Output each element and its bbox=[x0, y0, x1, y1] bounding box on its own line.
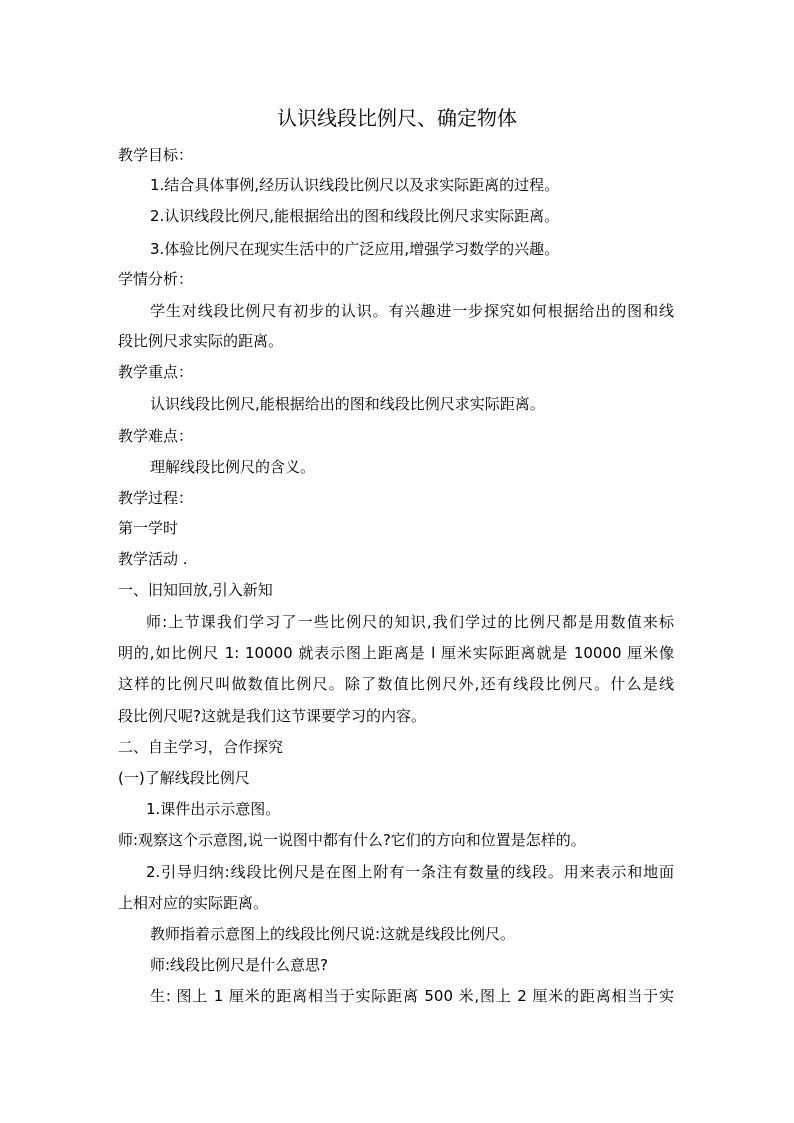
section-1-para-line-1: 师:上节课我们学习了一些比例尺的知识,我们学过的比例尺都是用数值来标 bbox=[146, 613, 674, 631]
analysis-line-2: 段比例尺求实际的距离。 bbox=[118, 332, 284, 350]
section-1-heading: 一、旧知回放,引入新知 bbox=[118, 581, 273, 599]
teacher-question-1: 师:观察这个示意图,说一说图中都有什么?它们的方向和位置是怎样的。 bbox=[118, 831, 586, 849]
section-1-para-line-4: 段比例尺呢?这就是我们这节课要学习的内容。 bbox=[118, 707, 426, 725]
teacher-question-2: 师:线段比例尺是什么意思? bbox=[150, 956, 329, 974]
section-1-para-line-2: 明的,如比例尺 1: 10000 就表示图上距离是 l 厘米实际距离就是 10000 厘米像 bbox=[118, 644, 674, 662]
difficulties-text: 理解线段比例尺的含义。 bbox=[150, 458, 316, 476]
step-2-line-2: 上相对应的实际距离。 bbox=[118, 894, 269, 912]
step-2-line-1: 2.引导归纳:线段比例尺是在图上附有一条注有数量的线段。用来表示和地面 bbox=[146, 863, 674, 881]
section-2-heading: 二、自主学习，合作探究 bbox=[118, 738, 284, 756]
document-title: 认识线段比例尺、确定物体 bbox=[277, 106, 517, 130]
objective-2: 2.认识线段比例尺,能根据给出的图和线段比例尺求实际距离。 bbox=[150, 207, 560, 225]
section-1-para-line-3: 这样的比例尺叫做数值比例尺。除了数值比例尺外,还有线段比例尺。什么是线 bbox=[118, 675, 674, 693]
teaching-activity: 教学活动 . bbox=[118, 550, 188, 568]
heading-objectives: 教学目标： bbox=[118, 146, 194, 164]
first-lesson: 第一学时 bbox=[118, 519, 179, 537]
subsection-1-heading: (一)了解线段比例尺 bbox=[118, 769, 250, 787]
heading-process: 教学过程： bbox=[118, 489, 194, 507]
analysis-line-1: 学生对线段比例尺有初步的认识。有兴趣进一步探究如何根据给出的图和线 bbox=[150, 302, 674, 320]
objective-1: 1.结合具体事例,经历认识线段比例尺以及求实际距离的过程。 bbox=[150, 176, 560, 194]
objective-3: 3.体验比例尺在现实生活中的广泛应用,增强学习数学的兴趣。 bbox=[150, 240, 560, 258]
step-1: 1.课件出示示意图。 bbox=[146, 800, 281, 818]
heading-analysis: 学情分析： bbox=[118, 270, 194, 288]
key-points-text: 认识线段比例尺,能根据给出的图和线段比例尺求实际距离。 bbox=[150, 395, 545, 413]
student-answer: 生: 图上 1 厘米的距离相当于实际距离 500 米,图上 2 厘米的距离相当于实 bbox=[150, 987, 674, 1005]
teacher-pointing: 教师指着示意图上的线段比例尺说:这就是线段比例尺。 bbox=[150, 925, 516, 943]
heading-key-points: 教学重点： bbox=[118, 363, 194, 381]
heading-difficulties: 教学难点： bbox=[118, 427, 194, 445]
